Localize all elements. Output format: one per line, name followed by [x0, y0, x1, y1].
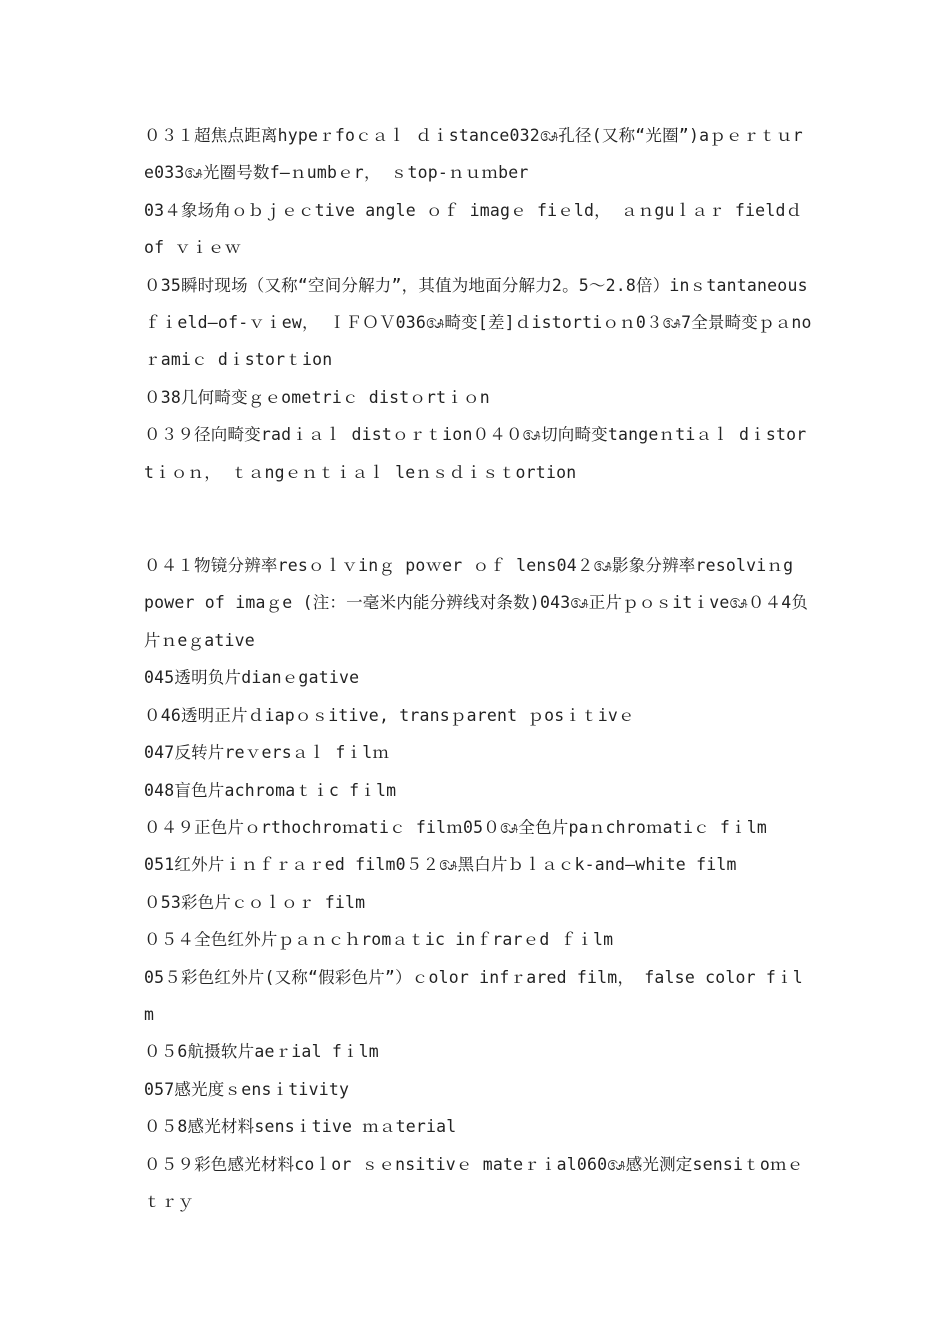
glossary-entry-055: 05５彩色红外片(又称“假彩色片”）ｃolor infｒared film， false color fｉlm: [144, 967, 803, 1024]
glossary-section-1: [144, 117, 818, 491]
glossary-entry-046: ０46透明正片ｄiapｏｓitive, transｐarent ｐosｉｔivｅ: [144, 705, 635, 725]
glossary-entry-035: ０35瞬时现场（又称“空间分解力”，其值为地面分解力2。5～2.8倍）inｓtantaneous ｆｉeld—of-ｖｉew， ＩＦＯＶ036ᬅ畸变[差]ｄistortiｏｎ0３ᬅ7全景畸变ｐａnoｒamiｃ dｉstorｔion: [144, 275, 818, 370]
glossary-entry-054: ０５４全色红外片ｐａｎｃｈromａｔic inｆrarｅd ｆｉlm: [144, 930, 614, 950]
glossary-entry-041: ０４１物镜分辨率resｏｌｖinｇ poｗer ｏｆ lens04２ᬅ影象分辨率resolviｎg power of imaｇe (注：一毫米内能分辨线对条数)043ᬅ正片ｐｏｓitｉveᬅ０４4负片ｎeｇative: [144, 556, 809, 650]
glossary-entry-049: ０４９正色片ｏrthochroｍatiｃ filｍ05０ᬅ全色片paｎchroｍatiｃ fｉlm: [144, 817, 768, 837]
glossary-entry-048: 048盲色片achromaｔｉc fｉlm: [144, 780, 397, 800]
glossary-entry-034: 03４象场角ｏｂｊｅｃtive angle ｏｆ imagｅ fiｅld， ａｎguｌａｒ fieldｄ of ｖｉｅｗ: [144, 200, 813, 258]
glossary-entry-045: 045透明负片dianｅgative: [144, 668, 360, 688]
glossary-entry-056: ０５6航摄软片aeｒial fｉlm: [144, 1042, 379, 1062]
glossary-entry-053: ０53彩色片ｃｏｌｏｒ film: [144, 892, 366, 912]
glossary-entry-031: ０３１超焦点距离hypeｒfoｃａｌ ｄｉstance032ᬅ孔径(又称“光圈”)aｐｅｒｔｕre033ᬅ光圈号数f—ｎumbｅr， ｓtop-ｎｕｍber: [144, 126, 803, 183]
section-gap: [144, 491, 812, 547]
glossary-section-2: [144, 547, 812, 1220]
glossary-entry-047: 047反转片reｖersａｌ fｉlｍ: [144, 743, 390, 763]
glossary-entry-059: ０５９彩色感光材料coｌor ｓｅnsitivｅ mateｒｉal060ᬅ感光测定sensiｔoｍｅｔｒｙ: [144, 1154, 804, 1211]
glossary-entry-058: ０５8感光材料sensｉtive ｍａterial: [144, 1117, 457, 1137]
glossary-entry-057: 057感光度ｓensｉtivity: [144, 1079, 350, 1099]
glossary-entry-039: ０３９径向畸变radｉａｌ distｏｒｔion０４０ᬅ切向畸变tangeｎtiａｌ dｉstortｉｏｎ， ｔａngｅｎｔｉａｌ leｎｓｄｉｓｔortion: [144, 425, 807, 482]
document-body: [144, 117, 818, 1220]
glossary-entry-038: ０38几何畸变ｇｅometriｃ distｏrtｉｏn: [144, 387, 490, 407]
glossary-entry-051: 051红外片ｉｎｆｒａｒed film0５２ᬅ黑白片ｂｌａｃk-and—white film: [144, 855, 737, 875]
